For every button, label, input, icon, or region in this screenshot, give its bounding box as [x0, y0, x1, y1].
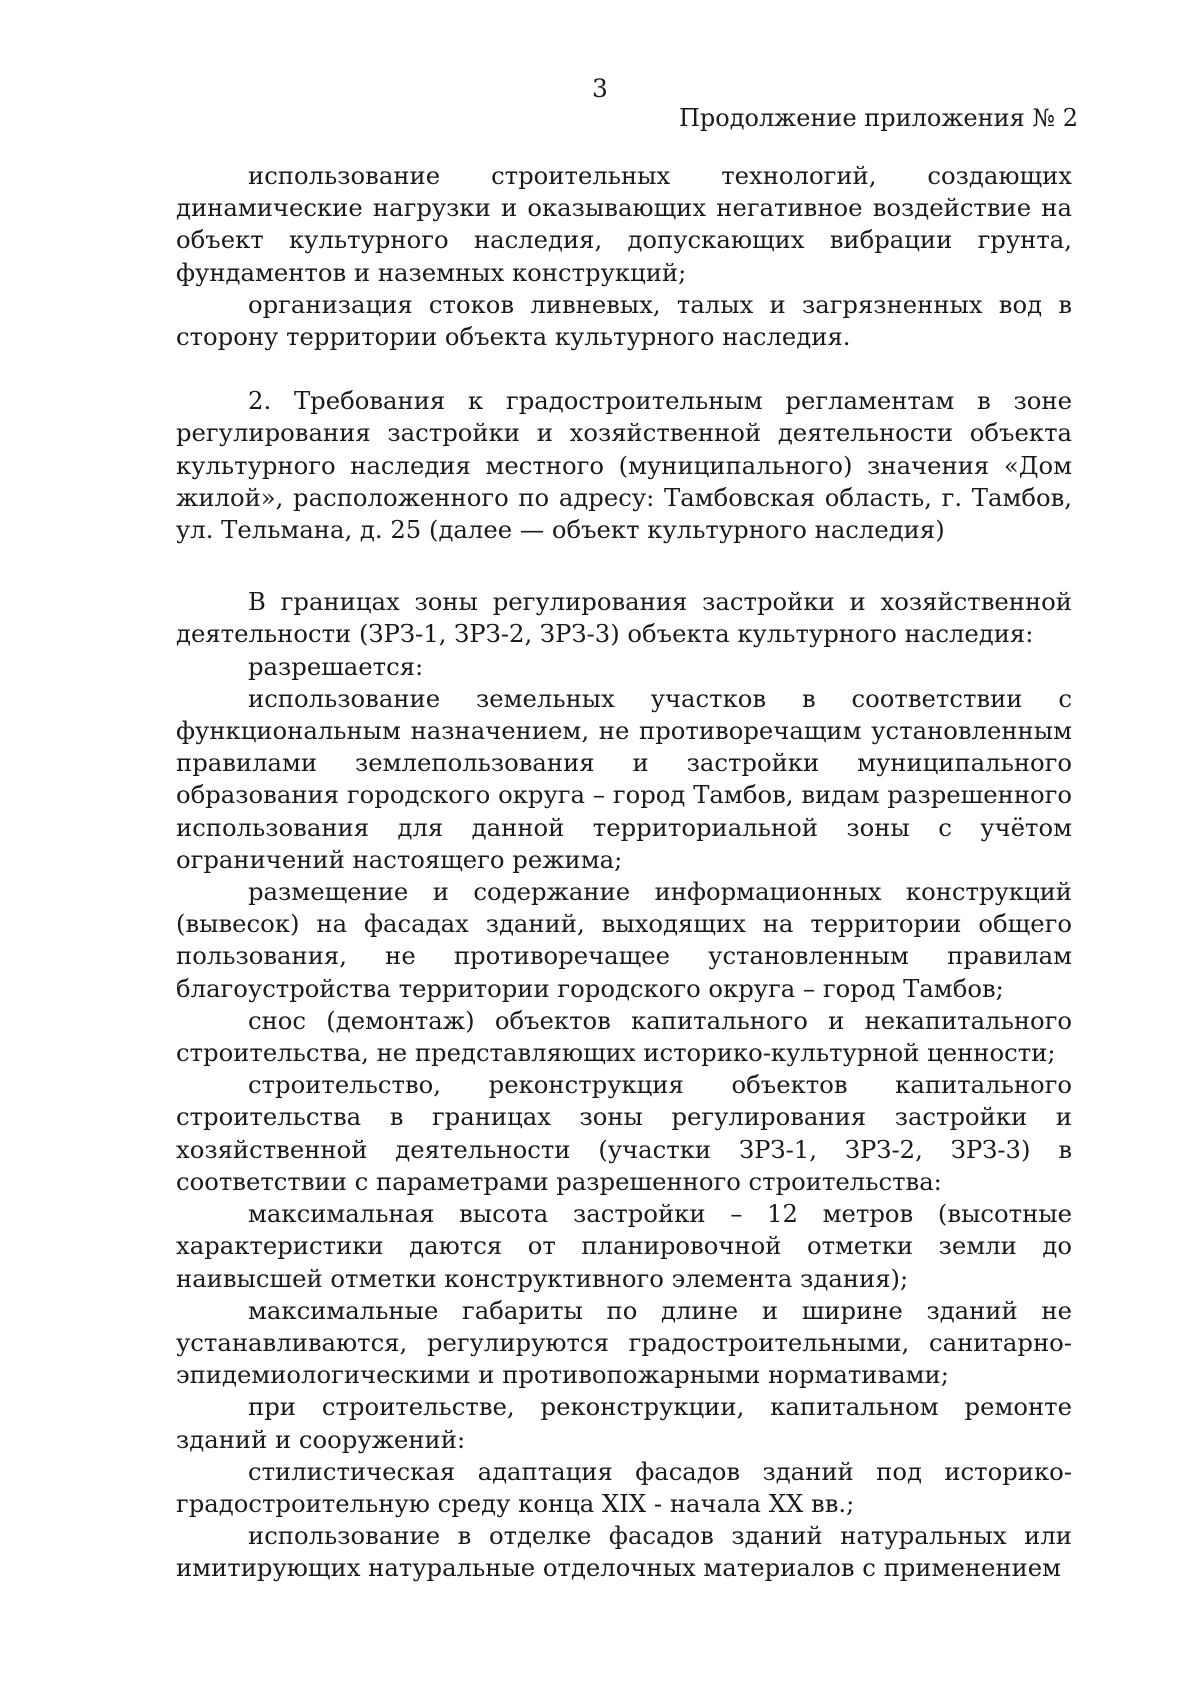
paragraph-2: организация стоков ливневых, талых и загрязненных вод в сторону территории объекта культурного наследия. — [176, 289, 1072, 352]
page-number: 3 — [592, 74, 608, 103]
paragraph-8: снос (демонтаж) объектов капитального и некапитального строительства, не представляющих историко-культурной ценности; — [176, 1005, 1072, 1068]
paragraph-1: использование строительных технологий, создающих динамические нагрузки и оказывающих негативное воздействие на объект культурного наследия, допускающих вибрации грунта, фундаментов и наземных конструкций; — [176, 161, 1072, 287]
paragraph-12: при строительстве, реконструкции, капитальном ремонте зданий и сооружений: — [176, 1392, 1072, 1454]
paragraph-14: использование в отделке фасадов зданий натуральных или имитирующих натуральные отделочных материалов с применением — [176, 1521, 1072, 1583]
paragraph-5: разрешается: — [248, 651, 424, 681]
paragraph-13: стилистическая адаптация фасадов зданий под историко-градостроительную среду конца XIX - начала XX вв.; — [176, 1456, 1072, 1518]
paragraph-6: использование земельных участков в соответствии с функциональным назначением, не противоречащим установленным правилами землепользования и застройки муниципального образования городского округа – город Тамбов, видам разрешенного использования для данной территориальной зоны с учётом ограничений настоящего режима; — [176, 683, 1072, 874]
document-body — [176, 160, 1072, 1585]
header-note: Продолжение приложения № 2 — [678, 104, 1078, 132]
paragraph-11: максимальные габариты по длине и ширине зданий не устанавливаются, регулируются градостроительными, санитарно-эпидемиологическими и противопожарными нормативами; — [176, 1295, 1072, 1390]
paragraph-7: размещение и содержание информационных конструкций (вывесок) на фасадах зданий, выходящих на территории общего пользования, не противоречащее установленным правилам благоустройства территории городского округа – город Тамбов; — [176, 877, 1072, 1003]
paragraph-10: максимальная высота застройки – 12 метров (высотные характеристики даются от планировочной отметки земли до наивысшей отметки конструктивного элемента здания); — [176, 1199, 1072, 1293]
paragraph-9: строительство, реконструкция объектов капитального строительства в границах зоны регулирования застройки и хозяйственной деятельности (участки ЗРЗ-1, ЗРЗ-2, ЗРЗ-3) в соответствии с параметрами разрешенного строительства: — [176, 1070, 1072, 1196]
paragraph-section-2: 2. Требования к градостроительным регламентам в зоне регулирования застройки и хозяйственной деятельности объекта культурного наследия местного (муниципального) значения «Дом жилой», расположенного по адресу: Тамбовская область, г. Тамбов, ул. Тельмана, д. 25 (далее — объект культурного наследия) — [176, 386, 1072, 545]
paragraph-4: В границах зоны регулирования застройки и хозяйственной деятельности (ЗРЗ-1, ЗРЗ-2, ЗРЗ-3) объекта культурного наследия: — [176, 587, 1072, 649]
